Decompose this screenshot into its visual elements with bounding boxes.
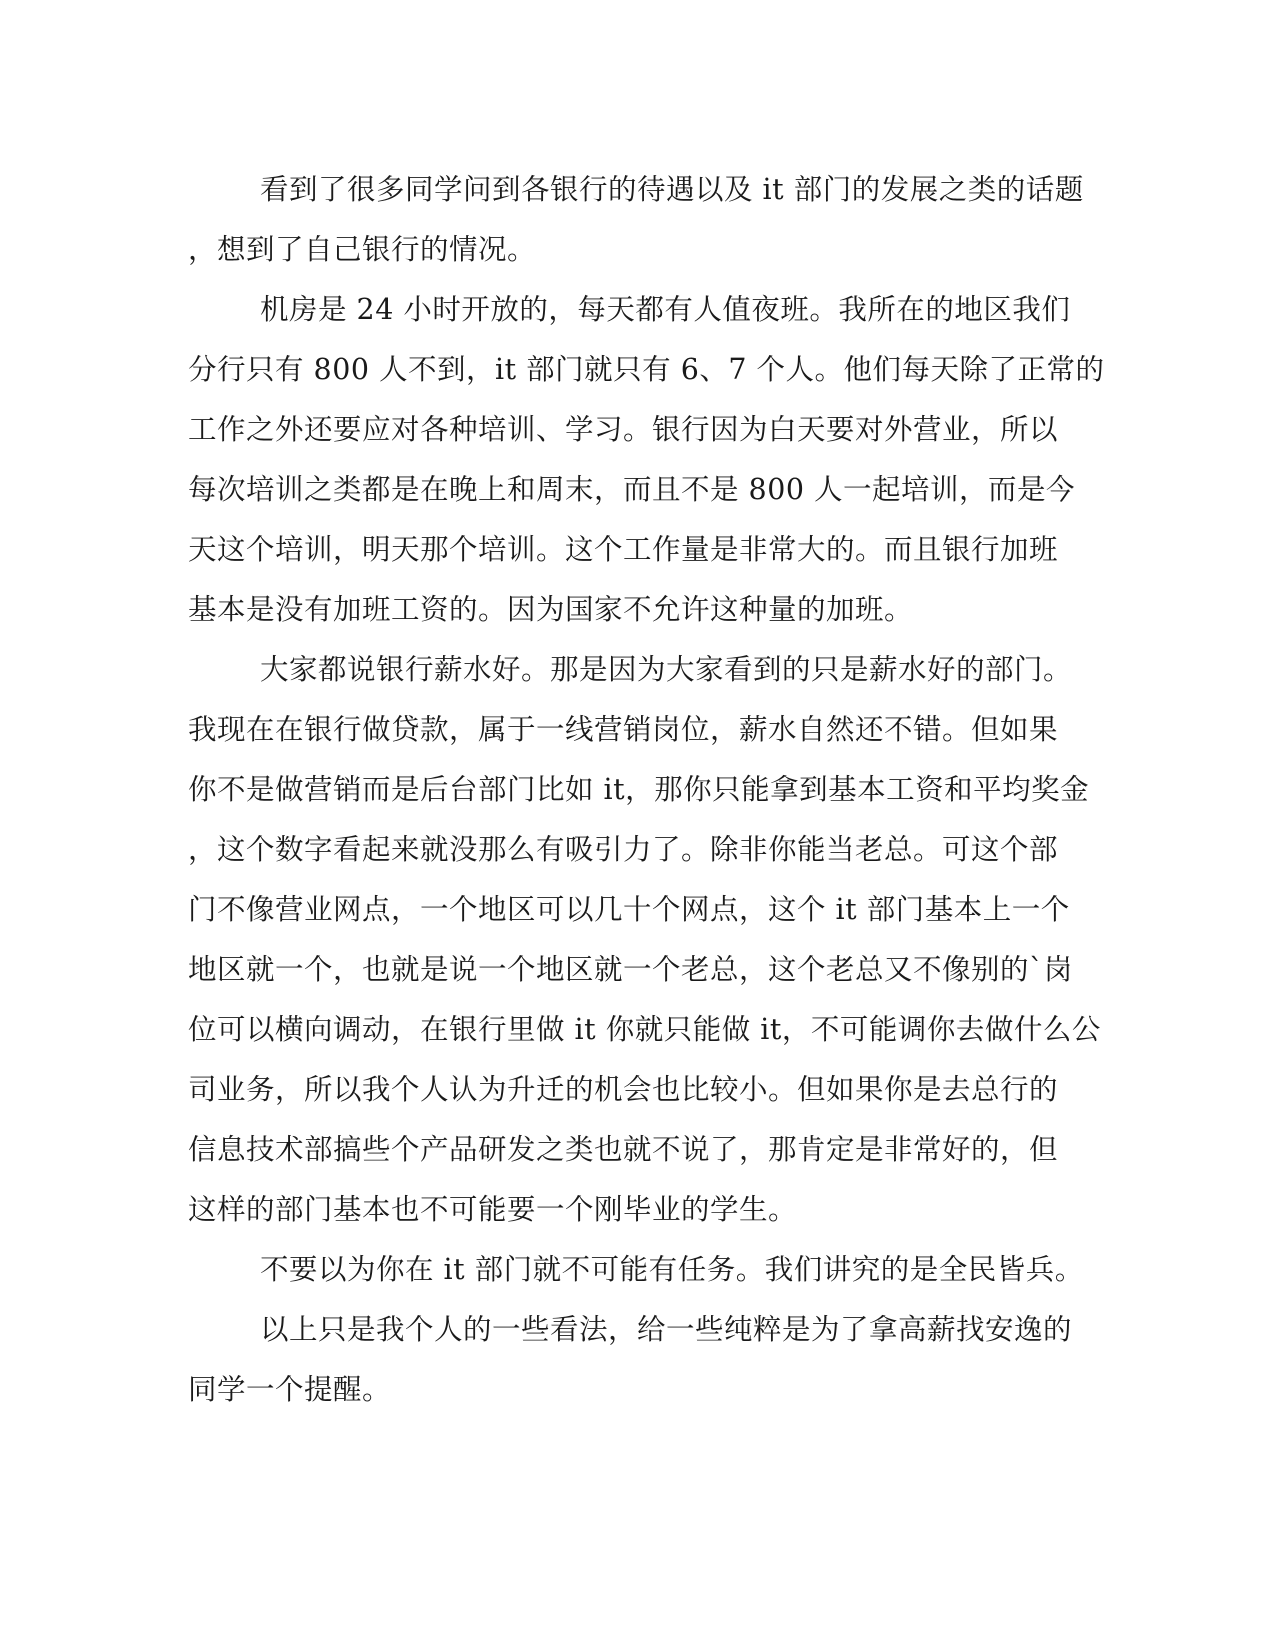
text-line: 司业务，所以我个人认为升迁的机会也比较小。但如果你是去总行的 bbox=[188, 1073, 1059, 1106]
text-line: 信息技术部搞些个产品研发之类也就不说了，那肯定是非常好的，但 bbox=[188, 1133, 1059, 1166]
document-body bbox=[188, 160, 1105, 1420]
text-line: 这样的部门基本也不可能要一个刚毕业的学生。 bbox=[188, 1193, 798, 1226]
text-line: 同学一个提醒。 bbox=[188, 1373, 392, 1406]
paragraph-2 bbox=[188, 280, 1105, 640]
text-line: 不要以为你在 it 部门就不可能有任务。我们讲究的是全民皆兵。 bbox=[260, 1253, 1084, 1286]
text-line: 看到了很多同学问到各银行的待遇以及 it 部门的发展之类的话题 bbox=[260, 173, 1084, 206]
text-line: 你不是做营销而是后台部门比如 it，那你只能拿到基本工资和平均奖金 bbox=[188, 773, 1090, 806]
text-line: 工作之外还要应对各种培训、学习。银行因为白天要对外营业，所以 bbox=[188, 413, 1059, 446]
paragraph-1 bbox=[188, 160, 1084, 280]
text-line: 机房是 24 小时开放的，每天都有人值夜班。我所在的地区我们 bbox=[260, 293, 1071, 326]
text-line: 地区就一个，也就是说一个地区就一个老总，这个老总又不像别的`岗 bbox=[188, 953, 1073, 986]
text-line: 位可以横向调动，在银行里做 it 你就只能做 it，不可能调你去做什么公 bbox=[188, 1013, 1101, 1046]
text-line: 大家都说银行薪水好。那是因为大家看到的只是薪水好的部门。 bbox=[260, 653, 1073, 686]
text-line: 以上只是我个人的一些看法，给一些纯粹是为了拿高薪找安逸的 bbox=[260, 1313, 1073, 1346]
text-line: 天这个培训，明天那个培训。这个工作量是非常大的。而且银行加班 bbox=[188, 533, 1059, 566]
text-line: 我现在在银行做贷款，属于一线营销岗位，薪水自然还不错。但如果 bbox=[188, 713, 1059, 746]
text-line: ，这个数字看起来就没那么有吸引力了。除非你能当老总。可这个部 bbox=[188, 833, 1059, 866]
text-line: 门不像营业网点，一个地区可以几十个网点，这个 it 部门基本上一个 bbox=[188, 893, 1070, 926]
text-line: 分行只有 800 人不到，it 部门就只有 6、7 个人。他们每天除了正常的 bbox=[188, 353, 1105, 386]
text-line: 基本是没有加班工资的。因为国家不允许这种量的加班。 bbox=[188, 593, 914, 626]
text-line: ，想到了自己银行的情况。 bbox=[188, 233, 537, 266]
text-line: 每次培训之类都是在晚上和周末，而且不是 800 人一起培训，而是今 bbox=[188, 473, 1076, 506]
paragraph-3 bbox=[188, 640, 1101, 1240]
paragraph-4 bbox=[188, 1240, 1084, 1300]
paragraph-5 bbox=[188, 1300, 1073, 1420]
